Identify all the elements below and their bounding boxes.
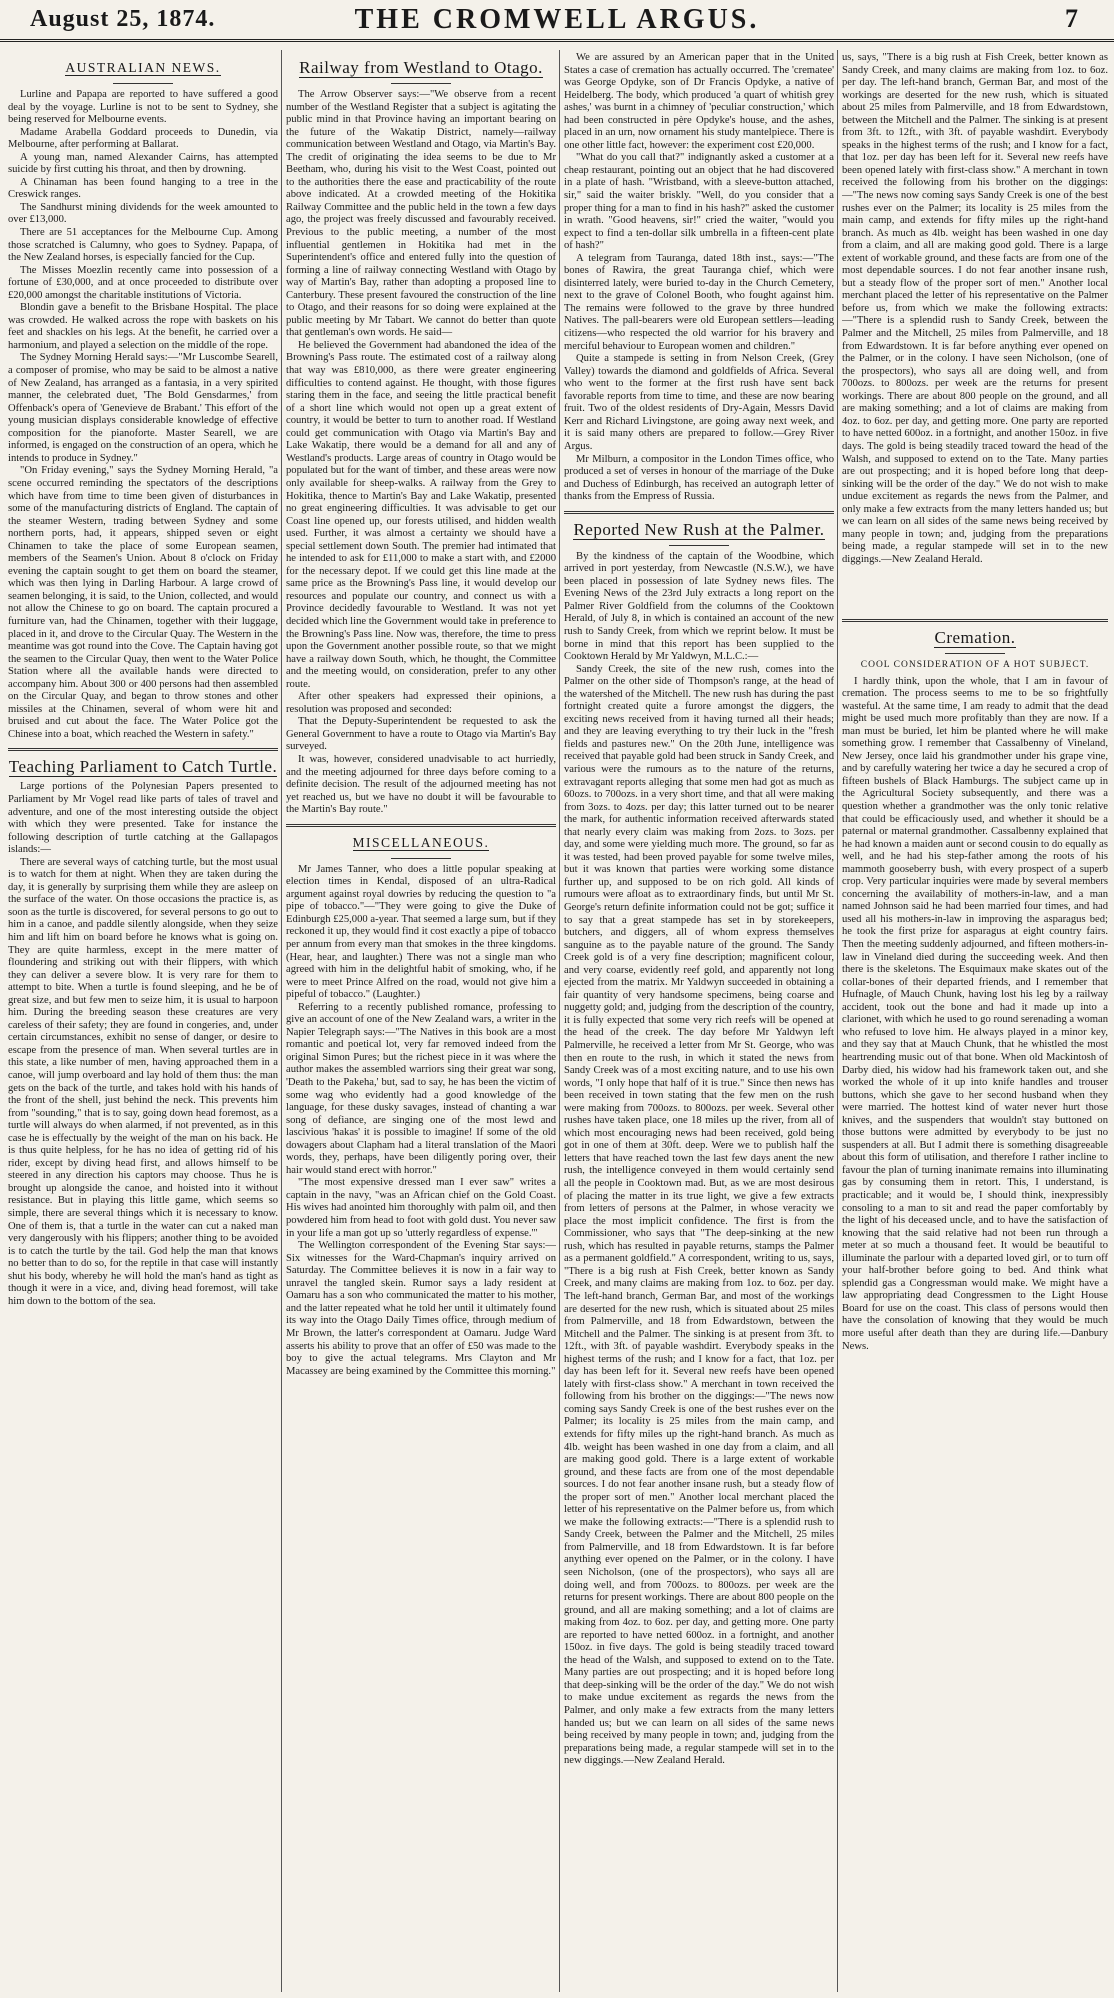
column-rule [559, 50, 560, 1992]
article-paragraph: There are several ways of catching turtle, but the most usual is to watch for them at night. When they are taken during the day, it is generally by surprising them while they are asleep on the surface of the water. On those occasions the practice is, as soon as the turtle is discovered, for several persons to go out to him in a canoe, and paddle silently alongside, when they seize him and lift him on board before he knows what is going on. They are quite harmless, except in the mere matter of floundering and striking out with their flippers, with which they can deliver a severe blow. It is very rare for them to attempt to bite. When a turtle is found sleeping, and he be of great size, and but few men to seize him, it is usual to harpoon him. During the breeding season these creatures are very careless of their safety; they are found in congeries, and, under certain circumstances, exhibit no sense of danger, or desire to escape from the presence of man. When several turtles are in this state, a like number of men, having approached them in a canoe, will jump overboard and lay hold of them thus: the man gets on the back of the turtle, and takes hold with his hands of the front of the shell, just behind the neck. This prevents him from "sounding," that is to say, going down head foremost, as a turtle will always do when alarmed, if not prevented, as in this case he is effectually by the weight of the man on his back. He is thus quite helpless, for he has no idea of getting rid of his rider, except by diving head first, and allows himself to be steered in any direction his captors may choose. Thus he is brought up alongside the canoe, and hoisted into it without resistance. But in playing this little game, which seems so simple, there are several things which it is necessary to know. One of them is, that a turtle in the water can cut a naked man very dangerously with his flippers; another thing to be avoided is to catch the turtle by the tail. God help the man that knows no better than to do so, for the reptile in that case will instantly shut his body, whereby he will hold the man's hand as tight as though it were in a vice, and, diving head foremost, will take him down to the bottom of the sea. [8, 856, 278, 1307]
section-divider [286, 824, 556, 827]
issue-date: August 25, 1874. [30, 6, 216, 32]
article-paragraph: The Sandhurst mining dividends for the week amounted to over £13,000. [8, 201, 278, 226]
article-paragraph: That the Deputy-Superintendent be requested to ask the General Government to have a route to Otago via Martin's Bay surveyed. [286, 716, 556, 753]
article-paragraph: He believed the Government had abandoned the idea of the Browning's Pass route. The estimated cost of a railway along that way was £810,000, as there were greater engineering difficulties to contend against. He thought, with those figures staring them in the face, and seeing the little practical benefit of a short line which would not open up a great extent of country, it would be better to turn to another road. If Westland could get communication with Otago via Martin's Bay and Lake Wakatip, there would be a demand for all and any of Westland's products. Large areas of country in Otago would be populated but for the want of timber, and these areas were now only available for sheep-walks. A railway from the Grey to Hokitika, thence to Martin's Bay and Lake Wakatip, presented no great engineering difficulties. It was advisable to get our Coast line opened up, our forests utilised, and hidden wealth used. Further, it was almost a certainty we should have a special settlement down South. The premier had intimated that he intended to ask for £11,000 to make a start with, and £2000 for the necessary depot. If we could get this line made at the same price as the Browning's Pass line, it would develop our resources and populate our country, and connect us with a Province decidedly favourable to Westland. It was not yet decided which line the Government would take in preference to the Browning's Pass line. Now was, therefore, the time to press upon the Government another possible route, so that we might have a railway down South, which, he thought, the Committee and the meeting would, on consideration, prefer to any other route. [286, 339, 556, 690]
article-paragraph: The Misses Moezlin recently came into possession of a fortune of £30,000, and at once proceeded to distribute over £20,000 amongst the charitable institutions of Victoria. [8, 264, 278, 301]
section-divider [842, 619, 1108, 622]
cremation-heading: Cremation. [934, 628, 1016, 647]
column-rule [837, 50, 838, 1992]
article-paragraph: After other speakers had expressed their opinions, a resolution was proposed and seconded: [286, 691, 556, 715]
article-paragraph: Mr Milburn, a compositor in the London Times office, who produced a set of verses in honour of the marriage of the Duke and Duchess of Edinburgh, has received an autograph letter of thanks from the Empress of Russia. [564, 453, 834, 503]
railway-heading: Railway from Westland to Otago. [299, 58, 543, 77]
miscellaneous-heading: MISCELLANEOUS. [352, 834, 490, 850]
article-paragraph: Quite a stampede is setting in from Nelson Creek, (Grey Valley) towards the diamond and goldfields of Africa. Several who went to the former at the first rush have sent back favorable reports from time to time, and these are now bearing fruit. Two of the oldest residents of Dry-Again, Messrs David Kerr and Richard Livingstone, are going away next week, and it is said many others are prepared to follow.—Grey River Argus. [564, 353, 834, 452]
column-4 [842, 52, 1108, 1992]
article-paragraph: Blondin gave a benefit to the Brisbane Hospital. The place was crowded. He walked across the rope with baskets on his feet and shackles on his legs. At the benefit, he carried over a harmonium, and played a selection on the middle of the rope. [8, 302, 278, 351]
article-paragraph: A Chinaman has been found hanging to a tree in the Creswick ranges. [8, 176, 278, 201]
column-1 [8, 52, 278, 1992]
page-number: 7 [1065, 4, 1078, 33]
article-paragraph: By the kindness of the captain of the Woodbine, which arrived in port yesterday, from Newcastle (N.S.W.), we have been placed in possession of late Sydney news files. The Evening News of the 23rd July extracts a long report on the Palmer River Goldfield from the columns of the Cooktown Herald, of July 8, in which is contained an account of the new rush to Sandy Creek, from which we reprint below. It must be borne in mind that this report has been supplied to the Cooktown Herald by Mr Yaldwyn, M.L.C.:— [564, 550, 834, 663]
cremation-subheading: COOL CONSIDERATION OF A HOT SUBJECT. [860, 660, 1090, 670]
section-divider [8, 748, 278, 751]
turtle-heading: Teaching Parliament to Catch Turtle. [8, 757, 278, 777]
divider [391, 83, 451, 84]
article-paragraph: us, says, "There is a big rush at Fish Creek, better known as Sandy Creek, and many claims are making from 1oz. to 6oz. per day. The left-hand branch, German Bar, and most of the workings are deserted for the new rush, which is situated about 25 miles from Palmerville, and 18 from Edwardstown, between the Mitchell and the Palmer. The sinking is at present from 3ft. to 12ft., with 3ft. of payable washdirt. Everybody speaks in the highest terms of the rush; and I know for a fact, that 1oz. per day has been left for it. Several new reefs have been opened lately with first-class show." A merchant in town received the following from his brother on the diggings:—"The news now coming says Sandy Creek is one of the best rushes ever on the Palmer; its locality is 25 miles from the main camp, and extends for fifty miles up the right-hand branch. As much as 4lb. weight has been washed in one day from a claim, and all are making good gold. There is a large extent of workable ground, and these facts are from one of the most dependable sources. I do not fear another insane rush, but a steady flow of the proper sort of men." Another local merchant placed the letter of his representative on the Palmer before us, from which we make the following extracts:—"There is a splendid rush to Sandy Creek, between the Palmer and the Mitchell, 25 miles from Palmerville, and 18 from Edwardstown. It is far before anything ever opened on the Palmer, or in the colony. I have seen Nicholson, (one of the prospectors), who says all are doing well, and from 700ozs. to 800ozs. per week are the returns for present workings. There are about 800 people on the ground, and all are making something; and a lot of claims are making from 4oz. to 6oz. per day, and getting more. One party are reported to have netted 600oz. in a fortnight, and another 150oz. in five days. The gold is being steadily traced toward the head of the Walsh, and supposed to extend on to the Tate. Many parties are out prospecting; and it is hoped before long that deep-sinking will be the order of the day." We do not wish to make undue excitement as regards the news from the Palmer, and only make a few extracts from the many letters handed us; but we can learn on all sides of the same news being received by many people in town; and, judging from the preparations being made, a regular stampede will set in to the new diggings.—New Zealand Herald. [842, 52, 1108, 565]
article-paragraph: A telegram from Tauranga, dated 18th inst., says:—"The bones of Rawira, the great Tauranga chief, which were disinterred lately, were buried to-day in the Church Cemetery, next to the grave of Colonel Booth, who fought against him. The remains were followed to the grave by three hundred Natives. The pall-bearers were old European settlers—leading citizens—who respected the old warrior for his bravery and merciful behaviour to European women and children." [564, 252, 834, 352]
article-paragraph: The Wellington correspondent of the Evening Star says:—Six witnesses for the Ward-Chapman's inquiry arrived on Saturday. The Committee believes it is now in a fair way to unravel the tangled skein. Rumor says a lady resident at Oamaru has a son who communicated the matter to his mother, and the latter repeated what he told her until it ultimately found its way into the Otago Daily Times office, through medium of Mr Brown, the latter's correspondent at Oamaru. Judge Ward asserts his ability to prove that an offer of £50 was made to the boy to give the actual telegrams. Mrs Clayton and Mr Macassey are being examined by the Committee this morning." [286, 1240, 556, 1377]
article-paragraph: "The most expensive dressed man I ever saw" writes a captain in the navy, "was an African chief on the Gold Coast. His wives had anointed him thoroughly with palm oil, and then powdered him from head to foot with gold dust. You never saw in your life a man got up so 'utterly regardless of expense.'" [286, 1177, 556, 1239]
palmer-rush-heading: Reported New Rush at the Palmer. [573, 519, 825, 539]
newspaper-title: THE CROMWELL ARGUS. [354, 4, 760, 35]
article-paragraph: "On Friday evening," says the Sydney Morning Herald, "a scene occurred reminding the spectators of the descriptions which have from time to time been given of disturbances in some of the manufacturing districts of England. The captain of the steamer Western, trading between Sydney and some northern ports, had, it appears, shipped seven or eight Chinamen to take the place of some European seamen, members of the Seamen's Union. About 8 o'clock on Friday evening the captain sought to get them on board the steamer, which was then lying in Darling Harbour. A large crowd of seamen belonging, it is said, to the Union, collected, and would not allow the Chinese to go on board. The captain procured a furniture van, had the Chinamen, together with their luggage, placed in it, and drove to the Circular Quay. The Western in the meantime was got round into the Cove. The Captain having got the seamen to the Circular Quay, then went to the Water Police Station where all the available hands were directed to accompany him. About 300 or 400 persons had then assembled on the Circular Quay, and began to throw stones and other missiles at the Chinamen, several of whom were hit and bruised and cut about the face. The Water Police got the Chinese into a boat, which reached the Western in safety." [8, 465, 278, 740]
article-paragraph: I hardly think, upon the whole, that I am in favour of cremation. The process seems to me to be so frightfully wasteful. At the same time, I am ready to admit that the dead might be used much more profitably than they are now. If a man must be buried, let him be planted where he will make something grow. I remember that Cassalbenny of Vineland, New Jersey, once laid his grandmother under his grape vine, and by carefully watering her twice a day he secured a crop of fifteen bushels of Black Hamburgs. The subject came up in the Agricultural Society subsequently, and there was a question whether a grandmother was the only tonic relative that could be efficaciously used, and whether it should be a paternal or maternal grandmother. Cassalbenny explained that he had known a maiden aunt or second cousin to do equally as well, and he had his step-father among the roots of his mammoth gooseberry bush, with every prospect of a superb crop. Very particular inquiries were made by several members concerning the availability of mothers-in-law, and a man named Johnson said he had been married four times, and had used all his mothers-in-law in improving the asparagus bed; he took the first prize for asparagus at eight country fairs. Then the meeting suddenly adjourned, and fifteen mothers-in-law in Vineland died during the succeeding week. And then there is the skeletons. The Esquimaux make skates out of the collar-bones of their departed friends, and I remember that Hufnagle, of Mauch Chunk, having lost his leg by a railway accident, took out the bone and had it made up into a clarionet, with which he used to go round serenading a woman who refused to love him. He always played in a minor key, and they say that at Mauch Chunk, that he whistled the most heartrending music out of that bone. When old Mackintosh of Darby died, his widow had his framework taken out, and she worked the whole of it up into knife handles and trouser buttons, which she gave to her second husband when they were married. The hottest kind of water never hurt those knives, and the suspenders that wouldn't stay buttoned on those buttons were admitted by everybody to be just no suspenders at all. But I admit there is something disagreeable about this form of utilisation, and therefore I rather incline to favour the plan of turning inanimate remains into illuminating gas by consuming them in retort. This, I understand, is practicable; and it would be, I should think, inexpressibly consoling to a man to sit and read the paper comfortably by the light of his deceased uncle, and to have the satisfaction of knowing that the said relative had not been run through a meter at so much a thousand feet. It would be beautiful to illuminate the parlour with a departed loved girl, or to turn off your half-brother before going to bed. And think what splendid gas a Congressman would make. We might have a law appropriating dead Congressmen to the Light House Board for use on the coast. This class of persons would then have the consolation of knowing that they would be much more useful after death than they are during life.—Danbury News. [842, 675, 1108, 1352]
divider [113, 83, 173, 84]
column-3 [564, 52, 834, 1992]
divider [669, 545, 729, 546]
article-paragraph: The Arrow Observer says:—"We observe from a recent number of the Westland Register that a subject is agitating the public mind in that Province having an important bearing on the future of the Wakatip District, namely—railway communication between Westland and Otago, via Martin's Bay. The credit of originating the idea seems to be due to Mr Beetham, who, during his visit to the West Coast, pointed out to the authorities there the ease and practicability of the route above indicated. At a crowded meeting of the Hokitika Railway Committee and the public held in the town a few days ago, the project was freely discussed and favourably received. Previous to the public meeting, a number of the most influential gentlemen in Hokitika had met in the Superintendent's office and entered fully into the question of forming a line of railway connecting Westland with Otago by way of Martin's Bay, rather than adopting a proposed line to Canterbury. These present favoured the construction of the line to Otago, and their reasons for so doing were explained at the public meeting by Mr Tabart. We cannot do better than quote that gentleman's own words. He said— [286, 89, 556, 339]
divider [945, 653, 1005, 654]
article-paragraph: "What do you call that?" indignantly asked a customer at a cheap restaurant, pointing out an object that he had discovered in a plate of hash. "Wristband, with a sleeve-button attached, sir," said the waiter briskly. "Well, do you consider that a proper thing for a man to find in his hash?" asked the customer in wrath. "Good heavens, sir!" cried the waiter, "would you expect to find a ten-dollar silk umbrella in a fifteen-cent plate of hash?" [564, 152, 834, 252]
divider [391, 858, 451, 859]
article-paragraph: Madame Arabella Goddard proceeds to Dunedin, via Melbourne, after performing at Ballarat. [8, 126, 278, 151]
masthead [0, 0, 1114, 42]
article-paragraph: Referring to a recently published romance, professing to give an account of one of the New Zealand wars, a writer in the Napier Telegraph says:—"The Natives in this book are a most romantic and poetical lot, very far removed indeed from the original Simon Pures; but the richest piece in it was where the author makes the assembled warriors sing their great war song, 'Death to the Pakeha,' but, sad to say, he has been the victim of some wag who evidently had a good knowledge of the language, for these dusky savages, instead of chanting a war song of defiance, are singing one of the most lewd and lascivious 'hakas' it is possible to imagine! If some of the old dowagers about Clapham had a literal translation of the Maori words, they, perhaps, have been diligently poring over, their hair would stand erect with horror." [286, 1001, 556, 1176]
article-paragraph: Mr James Tanner, who does a little popular speaking at election times in Kendal, disposed of an ultra-Radical argument against royal dowries by reducing the question to "a pipe of tobacco."—"They were going to give the Duke of Edinburgh £25,000 a-year. That seemed a large sum, but if they reckoned it up, they would find it cost exactly a pipe of tobacco per annum from every man that smokes in the three kingdoms. (Hear, hear, and laughter.) There was not a single man who agreed with him in the delightful habit of smoking, who, if he were to meet Prince Alfred on the road, would not give him a pipeful of tobacco." (Laughter.) [286, 863, 556, 1001]
article-paragraph: It was, however, considered unadvisable to act hurriedly, and the meeting adjourned for three days before coming to a definite decision. The result of the adjourned meeting has not yet reached us, but we have no doubt it will be favourable to the Martin's Bay route." [286, 753, 556, 816]
section-divider [564, 511, 834, 514]
article-paragraph: Lurline and Papapa are reported to have suffered a good deal by the voyage. Lurline is not to be sent to Sydney, she being reserved for Melbourne events. [8, 89, 278, 126]
column-rule [281, 50, 282, 1992]
article-paragraph: The Sydney Morning Herald says:—"Mr Luscombe Searell, a composer of promise, who may be said to be almost a native of New Zealand, has arranged as a fantasia, in a very spirited manner, the celebrated duet, 'The Bold Gensdarmes,' from Offenback's opera of 'Genevieve de Brabant.' This effort of the young musician displays considerable knowledge of effective composition for the pianoforte. Master Searell, we are informed, is engaged on the construction of an opera, which he intends to produce in Sydney." [8, 352, 278, 464]
column-2 [286, 52, 556, 1992]
article-paragraph: A young man, named Alexander Cairns, has attempted suicide by first cutting his throat, and then by drowning. [8, 151, 278, 176]
article-paragraph: We are assured by an American paper that in the United States a case of cremation has actually occurred. The 'crematee' was George Opdyke, son of Dr Francis Opdyke, a native of Heidelberg. The body, which produced 'a quart of whitish grey ashes,' was burnt in a chimney of 'peculiar construction,' which had been constructed in père Opdyke's house, and the ashes, placed in an urn, now ornament his study mantelpiece. There is one other little fact, however: the experiment cost £20,000. [564, 52, 834, 151]
palmer-rush-continued [842, 52, 1108, 612]
australian-news-heading: AUSTRALIAN NEWS. [65, 60, 221, 75]
article-paragraph: Large portions of the Polynesian Papers presented to Parliament by Mr Vogel read like parts of tales of travel and adventure, and one of the most interesting outside the object with which they were presented. Take for instance the following description of turtle catching at the Gallapagos islands:— [8, 781, 278, 856]
article-paragraph: Sandy Creek, the site of the new rush, comes into the Palmer on the other side of Thompson's range, at the head of the watershed of the Mitchell. The new rush has during the past fortnight created quite a furore amongst the diggers, the exciting news received from it having turned all their heads; and they are leaving everything to try their luck in the "fresh fields and pastures new." On the 20th June, intelligence was received that payable gold had been struck in Sandy Creek, and various were the rumours as to the nature of the returns, extravagant reports alleging that some men had got as much as 60ozs. to 700ozs. in a very short time, and that all were making from 3ozs. to 4ozs. per day; this latter turned out to be nearer the mark, for authentic information received afterwards stated that nearly every claim was making from 2ozs. to 3ozs. per day, and some were yielding much more. The ground, so far as it was tested, had been proved payable for some twelve miles, but it was known that parties were working some distance further up, and supposed to be on rich gold. All kinds of rumours were afloat as to extraordinary finds, but until Mr St. George's return definite information could not be got; suffice it to say that a great stampede has set in by storekeepers, butchers, and diggers, all of whom express themselves sanguine as to the payable nature of the ground. The Sandy Creek gold is of a very fine description; magnificent colour, and very coarse, evidently reef gold, and apparently not long ejected from the matrix. Mr Yaldwyn succeeded in obtaining a fair quantity of very handsome specimens, being coarse and nuggetty gold; and, judging from the description of the country, it is fully expected that some very rich reefs will be opened at the head of the creek. The day before Mr Yaldwyn left Palmerville, he received a letter from Mr St. George, who was then en route to the rush, in which it stated the news from Sandy Creek was of a most exciting nature, and to use his own words, "I only hope that half of it is true." Since then news has been received in town stating that the few men on the rush were making from 700ozs. to 800ozs. per week. Several other rushes have taken place, one 18 miles up the river, from all of which most encouraging news had been received, gold being got in one of them at 30ft. deep. Were we to publish half the letters that have reached town the last few days anent the new rush, the intelligence conveyed in them would certainly send all the people in Cooktown mad. But, as we are most desirous of placing the matter in its true light, we give a few extracts from letters of persons at the Palmer, in whose veracity we place the most implicit confidence. The first is from the Commissioner, who says that "The deep-sinking at the new rush, which has resulted in payable returns, stamps the Palmer as a permanent goldfield." A correspondent, writing to us, says, "There is a big rush at Fish Creek, better known as Sandy Creek, and many claims are making from 1oz. to 6oz. per day. The left-hand branch, German Bar, and most of the workings are deserted for the new rush, which is situated about 25 miles from Palmerville, and 18 from Edwardstown, between the Mitchell and the Palmer. The sinking is at present from 3ft. to 12ft., with 3ft. of payable washdirt. Everybody speaks in the highest terms of the rush; and I know for a fact, that 1oz. per day has been left for it. Several new reefs have been opened lately with first-class show." A merchant in town received the following from his brother on the diggings:—"The news now coming says Sandy Creek is one of the best rushes ever on the Palmer; its locality is 25 miles from the main camp, and extends for fifty miles up the right-hand branch. As much as 4lb. weight has been washed in one day from a claim, and all are making good gold. There is a large extent of workable ground, and these facts are from one of the most dependable sources. I do not fear another insane rush, but a steady flow of the proper sort of men." Another local merchant placed the letter of his representative on the Palmer before us, from which we make the following extracts:—"There is a splendid rush to Sandy Creek, between the Palmer and the Mitchell, 25 miles from Palmerville, and 18 from Edwardstown. It is far before anything ever opened on the Palmer, or in the colony. I have seen Nicholson, (one of the prospectors), who says all are doing well, and from 700ozs. to 800ozs. per week are the returns for present workings. There are about 800 people on the ground, and all are making something; and a lot of claims are making from 4oz. to 6oz. per day, and getting more. One party are reported to have netted 600oz. in a fortnight, and another 150oz. in five days. The gold is being steadily traced toward the head of the Walsh, and supposed to extend on to the Tate. Many parties are out prospecting; and it is hoped before long that deep-sinking will be the order of the day." We do not wish to make undue excitement as regards the news from the Palmer, and only make a few extracts from the many letters handed us; but we can learn on all sides of the same news being received by many people in town; and, judging from the preparations being made, a regular stampede will set in to the new diggings.—New Zealand Herald. [564, 663, 834, 1767]
article-paragraph: There are 51 acceptances for the Melbourne Cup. Among those scratched is Calumny, who goes to Sydney. Papapa, of the New Zealand horses, is especially fancied for the Cup. [8, 227, 278, 264]
